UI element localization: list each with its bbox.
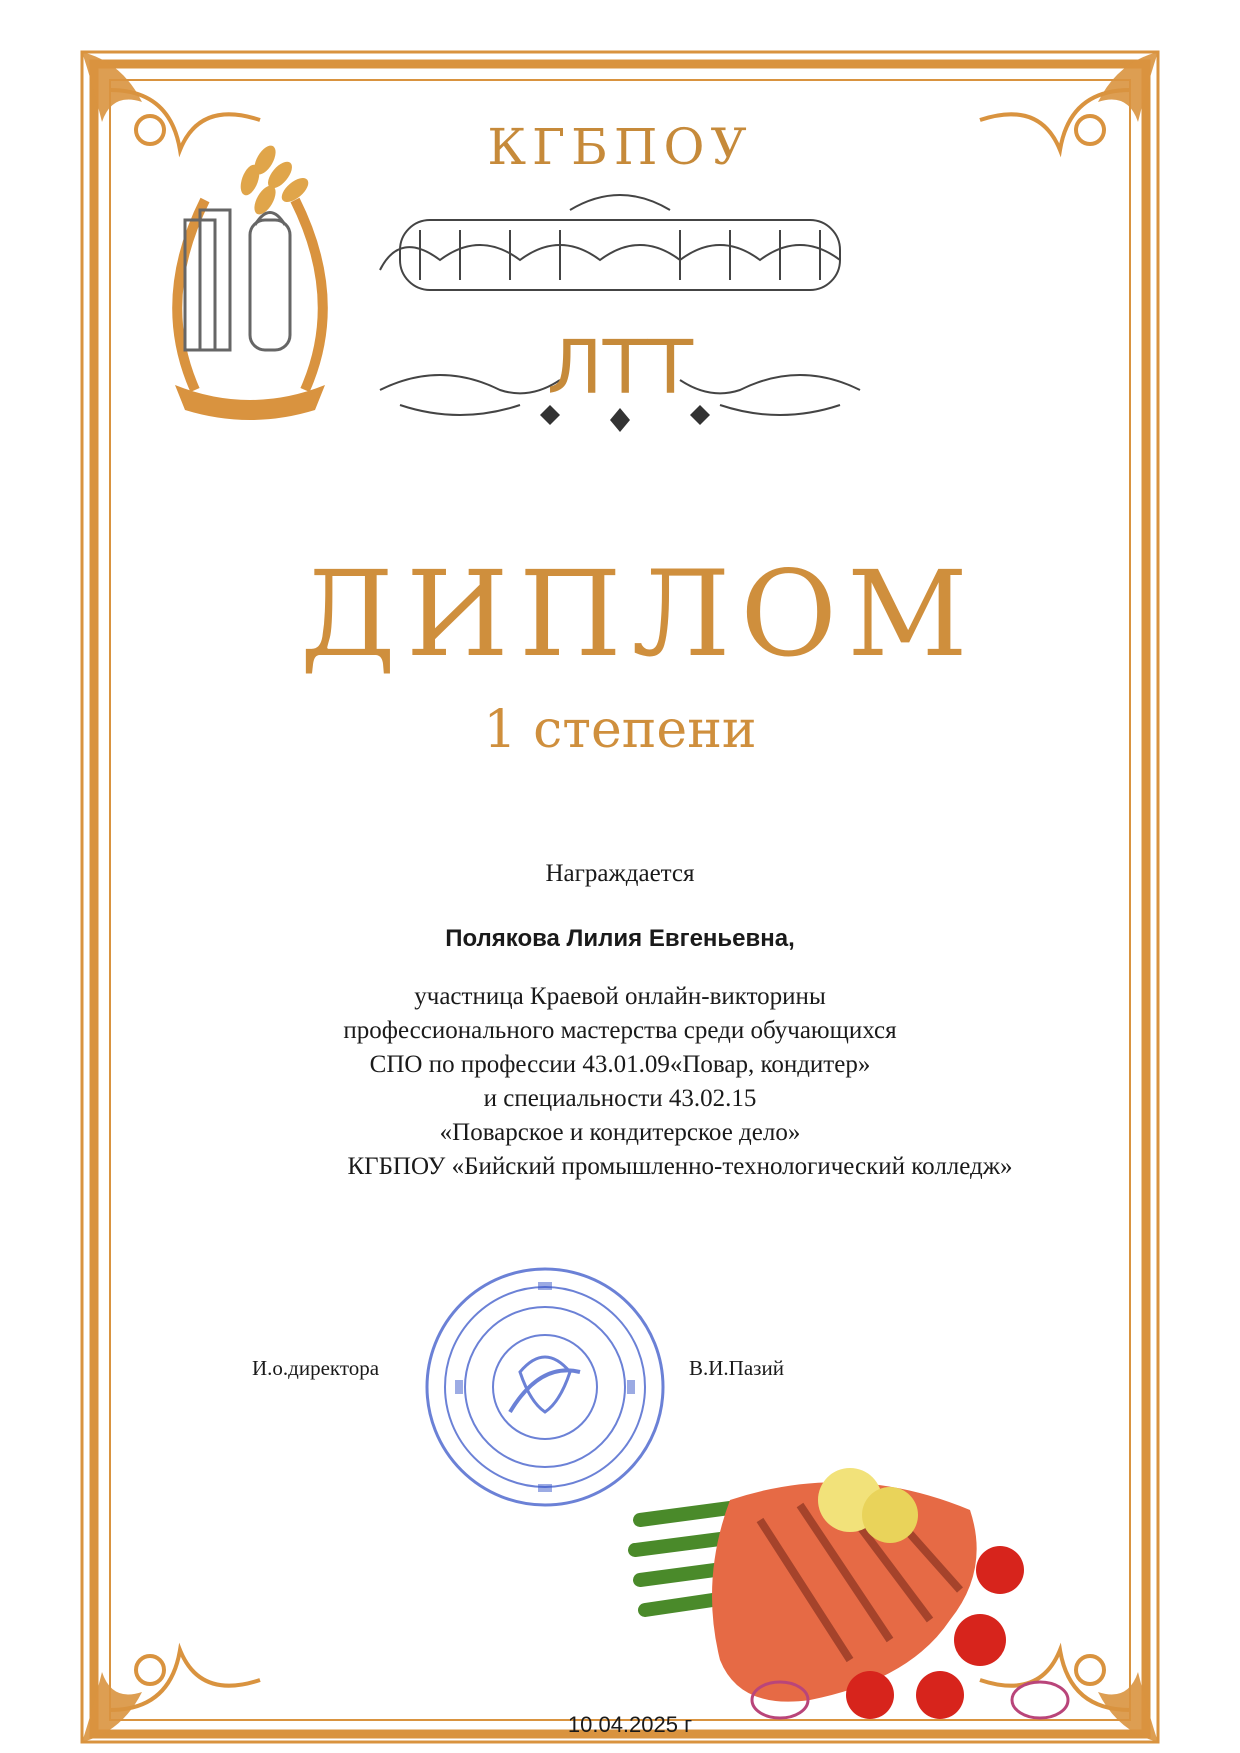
diploma-degree: 1 степени xyxy=(483,700,757,760)
food-photo xyxy=(620,1460,1090,1740)
description-line: КГБПОУ «Бийский промышленно-технологический колледж» xyxy=(347,1153,1013,1180)
description-line: СПО по профессии 43.01.09«Повар, кондитер» xyxy=(369,1051,871,1078)
award-description xyxy=(200,980,1040,1184)
college-abbreviation: ЛТТ xyxy=(546,325,694,411)
recipient-name: Полякова Лилия Евгеньевна, xyxy=(445,925,795,952)
description-line: участница Краевой онлайн-викторины xyxy=(414,983,826,1010)
awarded-label: Награждается xyxy=(545,860,695,887)
wheat-emblem-icon xyxy=(155,130,345,420)
issue-date: 10.04.2025 г xyxy=(567,1712,693,1737)
description-line: «Поварское и кондитерское дело» xyxy=(439,1119,801,1146)
signature-role: И.о.директора xyxy=(252,1356,380,1380)
description-line: профессионального мастерства среди обучающихся xyxy=(343,1017,897,1044)
diploma-title: ДИПЛОМ xyxy=(300,545,978,683)
description-line: и специальности 43.02.15 xyxy=(483,1085,757,1112)
signature-name: В.И.Пазий xyxy=(689,1356,784,1380)
org-abbreviation-top: КГБПОУ xyxy=(487,118,753,176)
